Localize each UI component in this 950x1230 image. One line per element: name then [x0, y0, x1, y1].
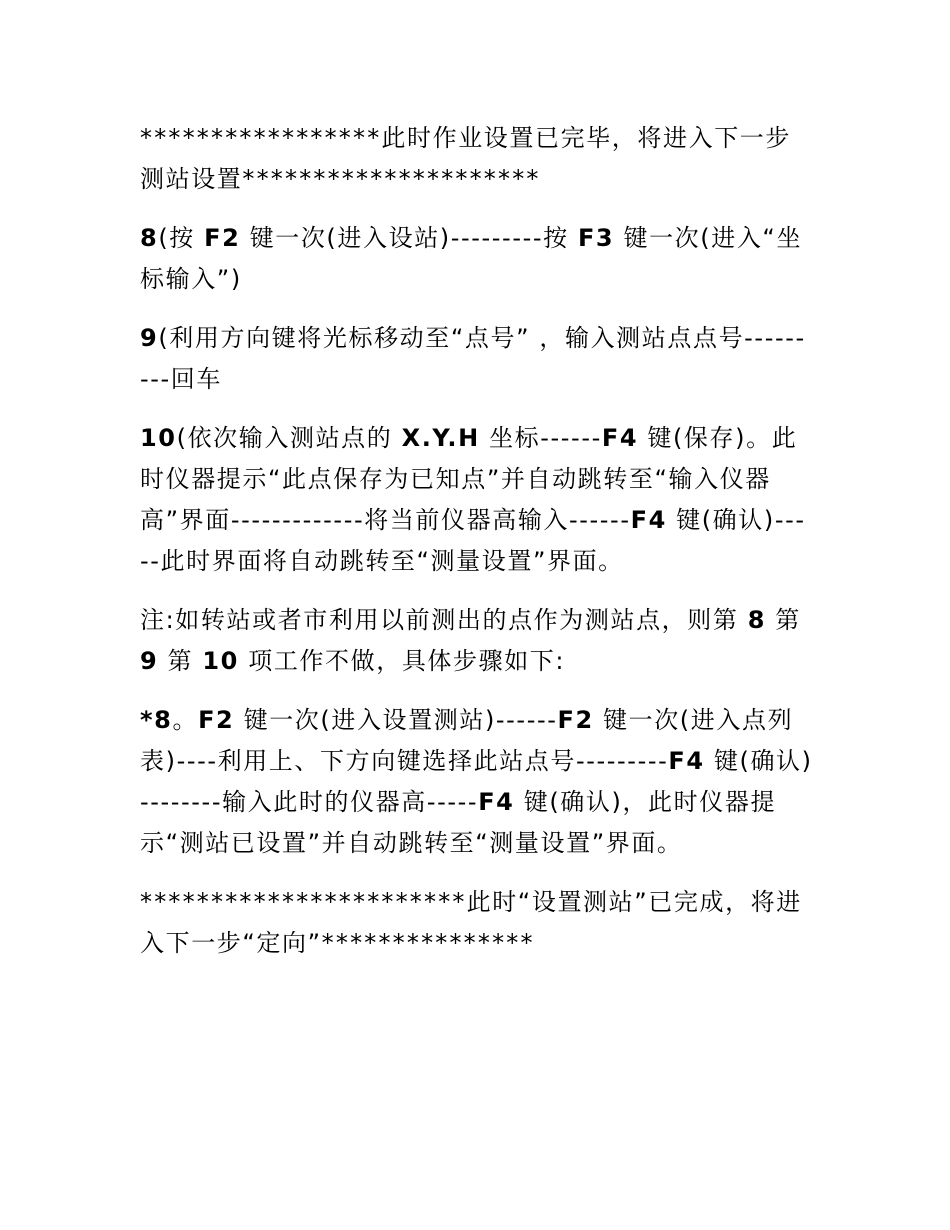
paragraph-text: 键(保存)。此时仪器提示“此点保存为已知点”并自动跳转至“输入仪器高”界面-------------将当前仪器高输入------ [140, 424, 798, 534]
paragraph-text: 键(确认)-----此时界面将自动跳转至“测量设置”界面。 [140, 506, 806, 575]
bold-text: F2 [204, 224, 241, 252]
paragraph-p7 [140, 882, 815, 964]
bold-text: F2 [198, 706, 235, 734]
paragraph-text: (利用方向键将光标移动至“点号” ，输入测站点点号---------回车 [140, 324, 806, 393]
paragraph-text: (依次输入测站点的 [176, 424, 402, 452]
paragraph-text: 。 [172, 706, 199, 734]
bold-text: F4 [668, 747, 705, 775]
paragraph-text: 此时“设置测站”已完成，将进入下一步“定向” [140, 888, 802, 957]
paragraph-text: 第 [766, 606, 801, 634]
asterisk-separator: *********************** [140, 888, 467, 916]
bold-text: F4 [478, 788, 515, 816]
bold-text: 8 [747, 606, 767, 634]
paragraph-p4 [140, 418, 815, 582]
paragraph-text: 项工作不做，具体步骤如下: [238, 647, 566, 675]
paragraph-text: 键(确认)--------输入此时的仪器高----- [140, 747, 813, 816]
bold-text: 10 [140, 424, 177, 452]
asterisk-separator: ********************* [242, 165, 541, 193]
asterisk-separator: *************** [321, 929, 535, 957]
paragraph-text: 键一次(进入点列表)----利用上、下方向键选择此站点号--------- [140, 706, 794, 775]
paragraph-text: 键(确认)，此时仪器提示“测站已设置”并自动跳转至“测量设置”界面。 [140, 788, 777, 857]
paragraph-text: 键一次(进入设站)---------按 [240, 224, 578, 252]
bold-text: *8 [140, 706, 173, 734]
bold-text: F3 [577, 224, 615, 252]
bold-text: F4 [601, 424, 639, 452]
bold-text: 9 [140, 647, 159, 675]
paragraph-text: 键一次(进入“坐标输入”) [140, 224, 803, 293]
bold-text: 10 [202, 647, 239, 675]
paragraph-text: 坐标------ [479, 424, 602, 452]
bold-text: F4 [630, 506, 667, 534]
paragraph-text: 注:如转站或者市利用以前测出的点作为测站点，则第 [140, 606, 748, 634]
paragraph-text: (按 [158, 224, 205, 252]
document-page [140, 118, 815, 982]
paragraph-p2 [140, 218, 815, 300]
asterisk-separator: ***************** [140, 124, 382, 152]
bold-text: F2 [557, 706, 594, 734]
paragraph-p5 [140, 600, 815, 682]
paragraph-p6 [140, 700, 815, 864]
bold-text: 8 [140, 224, 159, 252]
paragraph-text: 键一次(进入设置测站)------ [234, 706, 558, 734]
paragraph-text: 此时作业设置已完毕，将进入下一步测站设置 [140, 124, 792, 193]
paragraph-p1 [140, 118, 815, 200]
bold-text: 9 [140, 324, 159, 352]
paragraph-text: 第 [158, 647, 203, 675]
paragraph-p3 [140, 318, 815, 400]
bold-text: X.Y.H [401, 424, 480, 452]
